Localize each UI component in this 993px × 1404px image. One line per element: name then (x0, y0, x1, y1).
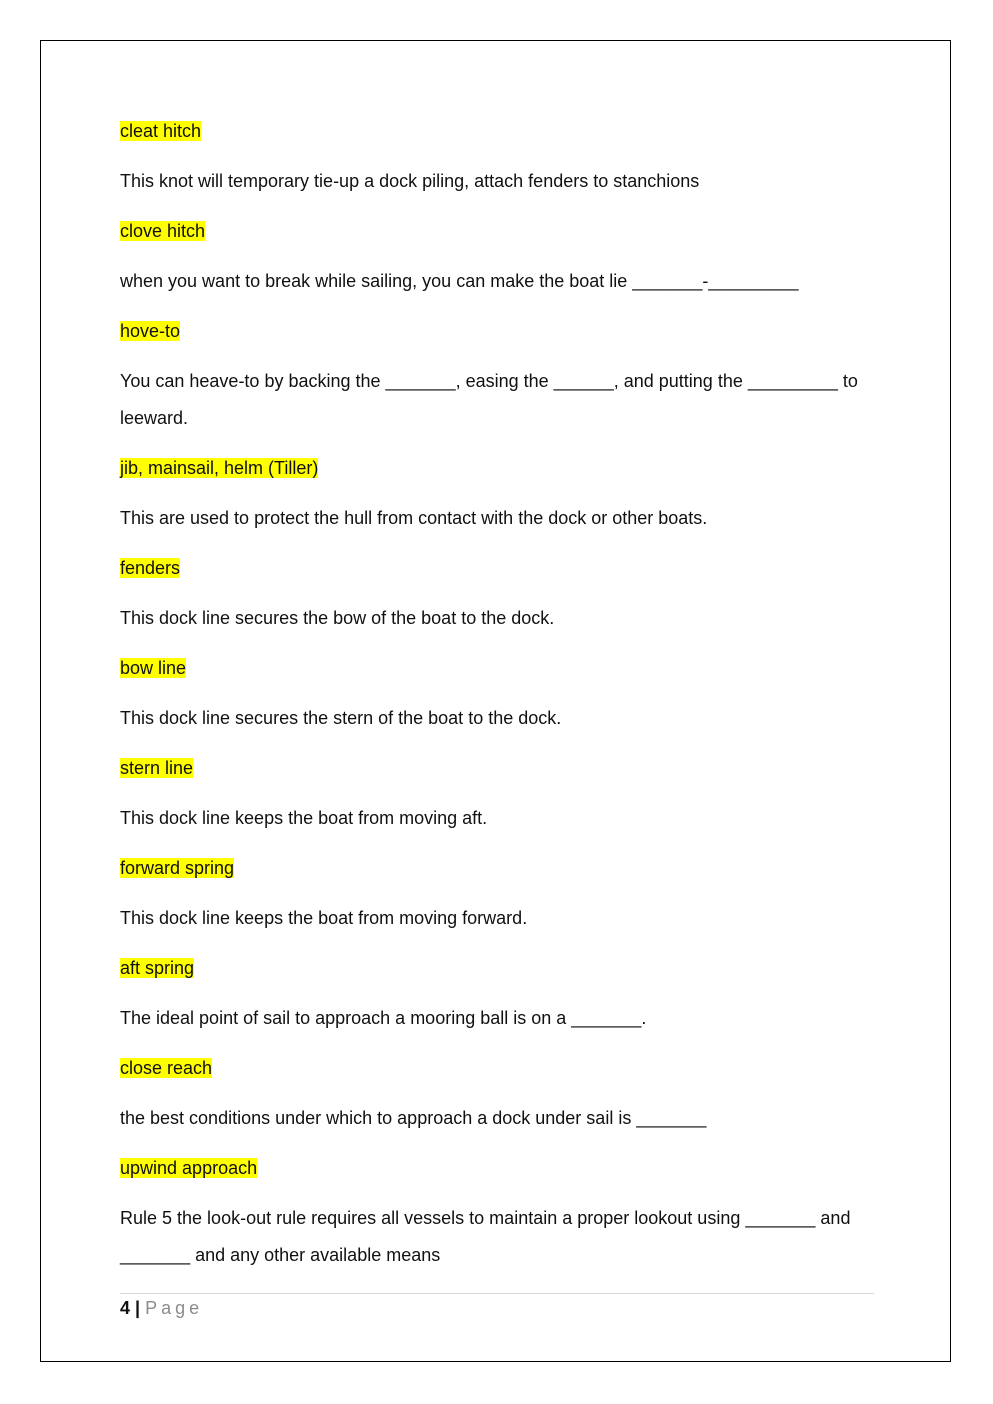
question-paragraph: This dock line secures the bow of the boat to the dock. (120, 608, 555, 628)
answer-paragraph (120, 450, 880, 487)
question-paragraph: You can heave-to by backing the _______, easing the ______, and putting the _________ to leeward. (120, 371, 858, 428)
answer-highlight: cleat hitch (120, 121, 202, 141)
question-paragraph: This dock line secures the stern of the boat to the dock. (120, 708, 562, 728)
page-label: Page (145, 1298, 204, 1318)
answer-highlight: jib, mainsail, helm (Tiller) (120, 458, 319, 478)
answer-paragraph (120, 113, 880, 150)
answer-paragraph (120, 750, 880, 787)
answer-highlight: stern line (120, 758, 194, 778)
answer-highlight: bow line (120, 658, 187, 678)
document-body (120, 113, 880, 1287)
answer-highlight: aft spring (120, 958, 195, 978)
answer-paragraph (120, 1050, 880, 1087)
page-number: 4 (120, 1298, 131, 1318)
answer-paragraph (120, 313, 880, 350)
question-paragraph: the best conditions under which to approach a dock under sail is _______ (120, 1108, 707, 1128)
answer-paragraph (120, 650, 880, 687)
answer-paragraph (120, 850, 880, 887)
question-paragraph: when you want to break while sailing, you can make the boat lie _______-_________ (120, 271, 799, 291)
question-paragraph: This dock line keeps the boat from moving forward. (120, 908, 528, 928)
answer-highlight: clove hitch (120, 221, 206, 241)
answer-highlight: upwind approach (120, 1158, 258, 1178)
answer-highlight: fenders (120, 558, 181, 578)
answer-highlight: hove-to (120, 321, 181, 341)
answer-paragraph (120, 950, 880, 987)
answer-paragraph (120, 550, 880, 587)
answer-paragraph (120, 213, 880, 250)
footer-divider (120, 1293, 874, 1294)
question-paragraph: The ideal point of sail to approach a mooring ball is on a _______. (120, 1008, 647, 1028)
answer-highlight: forward spring (120, 858, 235, 878)
question-paragraph: This knot will temporary tie-up a dock piling, attach fenders to stanchions (120, 171, 700, 191)
question-paragraph: Rule 5 the look-out rule requires all vessels to maintain a proper lookout using _______ and _______ and any other available means (120, 1208, 851, 1265)
question-paragraph: This are used to protect the hull from contact with the dock or other boats. (120, 508, 708, 528)
footer-separator: | (135, 1298, 141, 1318)
page-footer (120, 1295, 203, 1321)
question-paragraph: This dock line keeps the boat from moving aft. (120, 808, 488, 828)
answer-paragraph (120, 1150, 880, 1187)
answer-highlight: close reach (120, 1058, 213, 1078)
